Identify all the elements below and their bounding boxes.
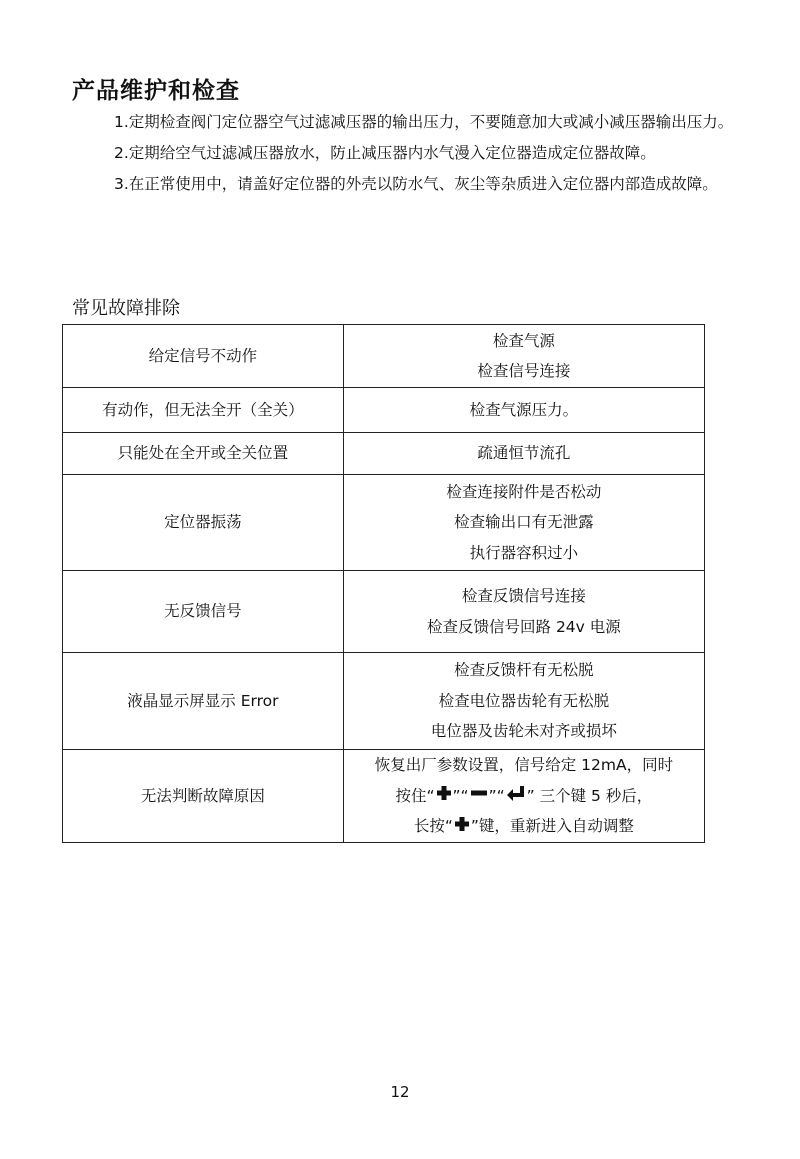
table-row xyxy=(63,750,705,843)
remedy-cell xyxy=(343,653,704,750)
table-row xyxy=(63,571,705,653)
table-row xyxy=(63,325,705,388)
remedy-text: ”“ xyxy=(452,786,469,805)
symptom-cell: 无反馈信号 xyxy=(63,571,344,653)
remedy-line: 执行器容积过小 xyxy=(469,543,579,562)
remedy-text: 长按“ xyxy=(413,817,453,836)
remedy-line: 检查输出口有无泄露 xyxy=(454,513,594,532)
remedy-line: 检查气源 xyxy=(492,331,555,350)
page-number: 12 xyxy=(390,1083,410,1101)
remedy-line: 检查信号连接 xyxy=(477,362,571,380)
symptom-cell: 无法判断故障原因 xyxy=(63,750,344,843)
remedy-cell xyxy=(343,388,704,433)
remedy-text: ” 三个键 5 秒后， xyxy=(526,786,653,805)
remedy-cell xyxy=(343,475,704,571)
remedy-line: 检查反馈信号连接 xyxy=(461,587,586,605)
remedy-text: 按住“ xyxy=(395,786,435,805)
remedy-line xyxy=(348,781,700,812)
remedy-cell xyxy=(343,325,704,388)
instruction-paragraph: 1.定期检查阀门定位器空气过滤减压器的输出压力，不要随意加大或减小减压器输出压力。 xyxy=(114,113,734,131)
remedy-line: 检查连接附件是否松动 xyxy=(446,482,602,501)
table-row xyxy=(63,475,705,571)
remedy-line: 疏通恒节流孔 xyxy=(477,444,571,463)
symptom-cell: 液晶显示屏显示 Error xyxy=(63,653,344,750)
remedy-cell xyxy=(343,433,704,475)
enter-key-icon xyxy=(506,781,526,812)
symptom-cell: 给定信号不动作 xyxy=(63,325,344,388)
remedy-line: 检查气源压力。 xyxy=(469,400,579,419)
remedy-text: ”“ xyxy=(488,786,505,805)
troubleshooting-table-body xyxy=(63,325,705,843)
remedy-line xyxy=(348,811,700,842)
symptom-cell: 只能处在全开或全关位置 xyxy=(63,433,344,475)
symptom-cell: 定位器振荡 xyxy=(63,475,344,571)
remedy-text: ”键，重新进入自动调整 xyxy=(470,817,634,836)
table-row xyxy=(63,388,705,433)
remedy-cell xyxy=(343,750,704,843)
minus-key-icon xyxy=(470,781,488,812)
remedy-line: 恢复出厂参数设置，信号给定 12mA，同时 xyxy=(374,756,674,774)
plus-key-icon xyxy=(454,812,470,843)
instruction-paragraph: 2.定期给空气过滤减压器放水，防止减压器内水气漫入定位器造成定位器故障。 xyxy=(114,144,656,162)
remedy-line: 电位器及齿轮未对齐或损坏 xyxy=(430,722,617,741)
instruction-paragraph: 3.在正常使用中，请盖好定位器的外壳以防水气、灰尘等杂质进入定位器内部造成故障。 xyxy=(114,175,718,193)
remedy-cell xyxy=(343,571,704,653)
remedy-line: 检查反馈信号回路 24v 电源 xyxy=(427,617,621,636)
symptom-cell: 有动作，但无法全开（全关） xyxy=(63,388,344,433)
remedy-line: 检查反馈杆有无松脱 xyxy=(454,661,594,680)
table-row xyxy=(63,653,705,750)
maintenance-instructions xyxy=(114,107,734,200)
table-row xyxy=(63,433,705,475)
section-heading: 产品维护和检查 xyxy=(72,78,240,104)
plus-key-icon xyxy=(436,781,452,812)
troubleshooting-table xyxy=(62,324,705,843)
remedy-line: 检查电位器齿轮有无松脱 xyxy=(438,691,610,710)
troubleshooting-heading: 常见故障排除 xyxy=(72,298,180,319)
